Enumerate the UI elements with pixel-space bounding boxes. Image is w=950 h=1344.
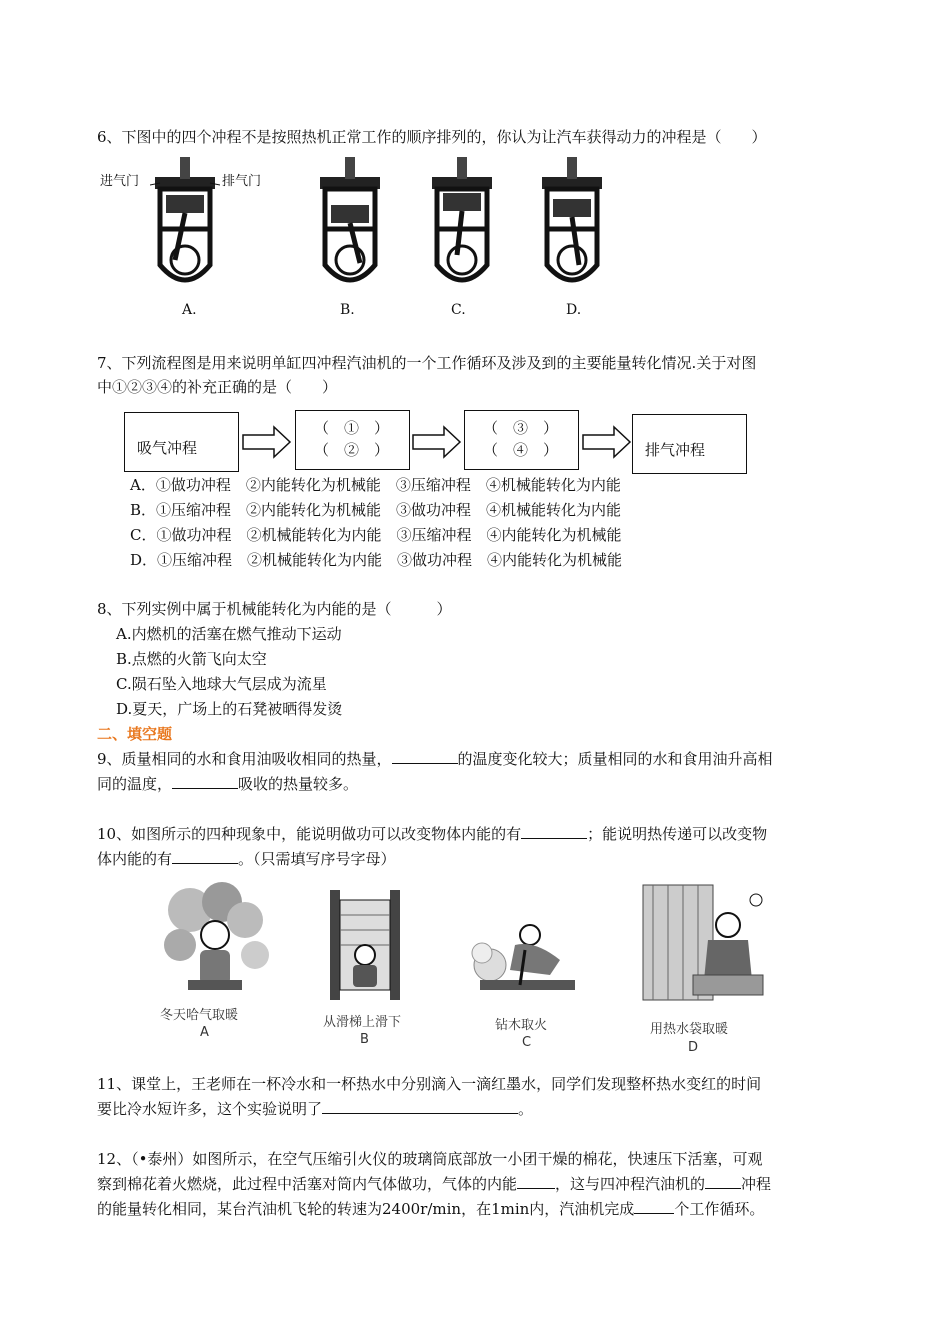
- picture-hot-water-bottle: [638, 880, 768, 1005]
- q7-option-d: D．①压缩冲程 ②机械能转化为内能 ③做功冲程 ④内能转化为机械能: [130, 551, 623, 569]
- picture-letter-a: A: [200, 1025, 209, 1040]
- q9-blank-2[interactable]: [172, 774, 238, 789]
- q12-blank-1[interactable]: [517, 1174, 555, 1189]
- flow-box-exhaust: [632, 414, 747, 474]
- engine-diagram-a: [150, 155, 220, 295]
- flow-box-3-line2: （ ④ ）: [483, 441, 559, 459]
- q8-option-b: B.点燃的火箭飞向太空: [116, 650, 267, 668]
- engine-label-d: D.: [566, 302, 582, 318]
- q9-text-1a: 9、质量相同的水和食用油吸收相同的热量，: [97, 750, 392, 768]
- picture-caption-d: 用热水袋取暖: [650, 1022, 729, 1037]
- flow-box-intake: [124, 412, 239, 472]
- q12-text-line1: 12、（•泰州）如图所示，在空气压缩引火仪的玻璃筒底部放一小团干燥的棉花，快速压下活塞，可观: [97, 1150, 763, 1168]
- engine-label-c: C.: [451, 302, 466, 318]
- picture-breath-warming: [160, 880, 270, 1000]
- engine-label-a: A.: [182, 302, 197, 318]
- q11-text-2a: 要比冷水短许多，这个实验说明了: [97, 1100, 323, 1118]
- q12-text-3a: 的能量转化相同，某台汽油机飞轮的转速为2400r/min，在1min内，汽油机完成: [97, 1200, 635, 1218]
- q8-option-a: A.内燃机的活塞在燃气推动下运动: [116, 625, 342, 643]
- q10-blank-2[interactable]: [172, 849, 238, 864]
- q10-text-2b: 。（只需填写序号字母）: [238, 850, 396, 868]
- flow-box-3: [464, 410, 579, 470]
- section-heading-fill-blank: 二、填空题: [97, 725, 173, 743]
- flow-box-2: [295, 410, 410, 470]
- q12-text-2b: ，这与四冲程汽油机的: [555, 1175, 706, 1193]
- picture-caption-c: 钻木取火: [495, 1018, 548, 1033]
- q7-option-c: C．①做功冲程 ②机械能转化为内能 ③压缩冲程 ④内能转化为机械能: [130, 526, 622, 544]
- q12-text-2a: 察到棉花着火燃烧，此过程中活塞对筒内气体做功，气体的内能: [97, 1175, 518, 1193]
- flow-box-3-line1: （ ③ ）: [483, 419, 559, 437]
- q10-text-1b: ；能说明热传递可以改变物: [587, 825, 768, 843]
- q9-text-1b: 的温度变化较大；质量相同的水和食用油升高相: [457, 750, 773, 768]
- q12-text-3b: 个工作循环。: [674, 1200, 765, 1218]
- q11-blank[interactable]: [322, 1099, 518, 1114]
- q11-text-line1: 11、课堂上，王老师在一杯冷水和一杯热水中分别滴入一滴红墨水，同学们发现整杯热水变红的时间: [97, 1075, 762, 1093]
- engine-diagram-c: [427, 155, 497, 295]
- q7-text-line2: 中①②③④的补充正确的是（ ）: [97, 378, 338, 396]
- q8-text: 8、下列实例中属于机械能转化为内能的是（ ）: [97, 600, 452, 618]
- q10-blank-1[interactable]: [521, 824, 587, 839]
- q12-blank-3[interactable]: [634, 1199, 674, 1214]
- q8-option-c: C.陨石坠入地球大气层成为流星: [116, 675, 327, 693]
- picture-letter-c: C: [522, 1035, 532, 1050]
- q7-option-b: B．①压缩冲程 ②内能转化为机械能 ③做功冲程 ④机械能转化为内能: [130, 501, 622, 519]
- flow-arrow-1: [242, 425, 292, 459]
- q11-text-2b: 。: [518, 1100, 534, 1118]
- q12-blank-2[interactable]: [705, 1174, 741, 1189]
- flow-arrow-2: [412, 425, 462, 459]
- picture-letter-b: B: [360, 1032, 369, 1047]
- q6-text: 6、下图中的四个冲程不是按照热机正常工作的顺序排列的，你认为让汽车获得动力的冲程是（ ）: [97, 128, 767, 146]
- picture-caption-b: 从滑梯上滑下: [323, 1015, 402, 1030]
- picture-drill-wood-fire: [470, 905, 580, 1005]
- q10-text-1a: 10、如图所示的四种现象中，能说明做功可以改变物体内能的有: [97, 825, 522, 843]
- q9-text-2a: 同的温度，: [97, 775, 173, 793]
- flow-box-exhaust-label: 排气冲程: [645, 441, 706, 459]
- engine-label-b: B.: [340, 302, 355, 318]
- q7-text-line1: 7、下列流程图是用来说明单缸四冲程汽油机的一个工作循环及涉及到的主要能量转化情况.关于对图: [97, 354, 757, 372]
- q7-option-a: A．①做功冲程 ②内能转化为机械能 ③压缩冲程 ④机械能转化为内能: [130, 476, 621, 494]
- q9-blank-1[interactable]: [392, 749, 458, 764]
- picture-caption-a: 冬天哈气取暖: [160, 1008, 239, 1023]
- label-exhaust-valve: 排气门: [222, 174, 262, 189]
- picture-slide: [325, 880, 405, 1005]
- flow-arrow-3: [582, 425, 632, 459]
- label-intake-valve: 进气门: [100, 174, 140, 189]
- picture-letter-d: D: [688, 1040, 699, 1055]
- q12-text-2c: 冲程: [741, 1175, 772, 1193]
- engine-diagram-b: [315, 155, 385, 295]
- q9-text-2b: 吸收的热量较多。: [238, 775, 359, 793]
- engine-diagram-d: [537, 155, 607, 295]
- flow-box-intake-label: 吸气冲程: [137, 439, 198, 457]
- q8-option-d: D.夏天，广场上的石凳被晒得发烫: [116, 700, 343, 718]
- flow-box-2-line1: （ ① ）: [314, 419, 390, 437]
- q10-text-2a: 体内能的有: [97, 850, 173, 868]
- flow-box-2-line2: （ ② ）: [314, 441, 390, 459]
